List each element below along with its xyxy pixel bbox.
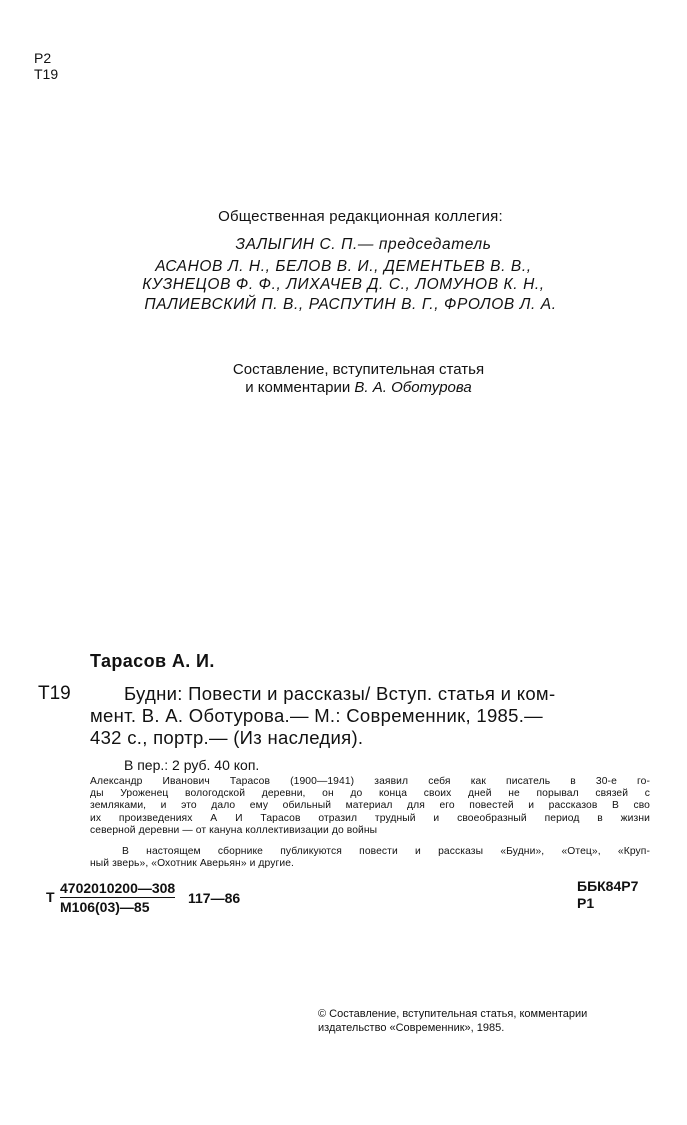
fraction-denominator: М106(03)—85 <box>60 899 150 915</box>
copyright-line-1: © Составление, вступительная статья, комментарии <box>318 1008 588 1020</box>
editorial-board-label: Общественная редакционная коллегия: <box>218 208 503 225</box>
annotation-line: ный зверь», «Охотник Аверьян» и другие. <box>90 858 294 870</box>
annotation-paragraph-1 <box>90 776 650 837</box>
editorial-board-line-4: ПАЛИЕВСКИЙ П. В., РАСПУТИН В. Г., ФРОЛОВ Л. А. <box>144 296 557 313</box>
annotation-line: земляками, и это дало ему обильный материал для его повестей и рассказов В сво <box>90 800 650 812</box>
compiled-by-line-1: Составление, вступительная статья <box>232 361 485 378</box>
fraction-numerator: 4702010200—308 <box>60 880 176 896</box>
author-heading: Тарасов А. И. <box>90 651 215 671</box>
copyright-line-2: издательство «Современник», 1985. <box>318 1022 505 1034</box>
index-line-2: Т19 <box>34 66 59 82</box>
annotation-line: северной деревни — от кануна коллективизации до войны <box>90 824 378 836</box>
editorial-board-line-3: КУЗНЕЦОВ Ф. Ф., ЛИХАЧЕВ Д. С., ЛОМУНОВ К. Н., <box>142 276 545 293</box>
compiled-by-line-2 <box>0 378 687 397</box>
bbk-line-1: ББК84Р7 <box>577 878 639 894</box>
compiled-by-prefix: и комментарии <box>245 379 355 396</box>
catalog-code: Т19 <box>38 683 71 704</box>
bib-description-line-2: мент. В. А. Оботурова.— М.: Современник, 1985.— <box>90 705 543 726</box>
editorial-board-line-1: ЗАЛЫГИН С. П.— председатель <box>235 236 492 253</box>
bib-description-line-3: 432 с., портр.— (Из наследия). <box>90 727 364 748</box>
annotation-line: ды Уроженец вологодской деревни, он до конца своих дней не порывал связей с <box>90 788 650 800</box>
compiler-name: В. А. Оботурова <box>354 379 472 396</box>
bbk-line-2: Р1 <box>577 895 595 911</box>
index-line-1: Р2 <box>34 50 52 66</box>
copyright-notice <box>318 1007 587 1035</box>
annotation-line: их произведениях А И Тарасов отразил трудный и своеобразный период в жизни <box>90 812 650 824</box>
fraction-letter: Т <box>46 889 55 905</box>
library-index <box>34 50 58 82</box>
annotation-line: Александр Иванович Тарасов (1900—1941) заявил себя как писатель в 30-е го- <box>90 776 650 787</box>
editorial-board-line-2: АСАНОВ Л. Н., БЕЛОВ В. И., ДЕМЕНТЬЕВ В. В., <box>155 258 532 275</box>
fraction-tail: 117—86 <box>188 890 241 906</box>
annotation-line: В настоящем сборнике публикуются повести и рассказы «Будни», «Отец», «Круп- <box>122 846 650 857</box>
price-line: В пер.: 2 руб. 40 коп. <box>124 757 260 773</box>
bib-description-line-1: Будни: Повести и рассказы/ Вступ. статья и ком- <box>124 683 556 704</box>
bbk-code <box>577 878 638 912</box>
annotation-paragraph-2 <box>90 846 650 870</box>
